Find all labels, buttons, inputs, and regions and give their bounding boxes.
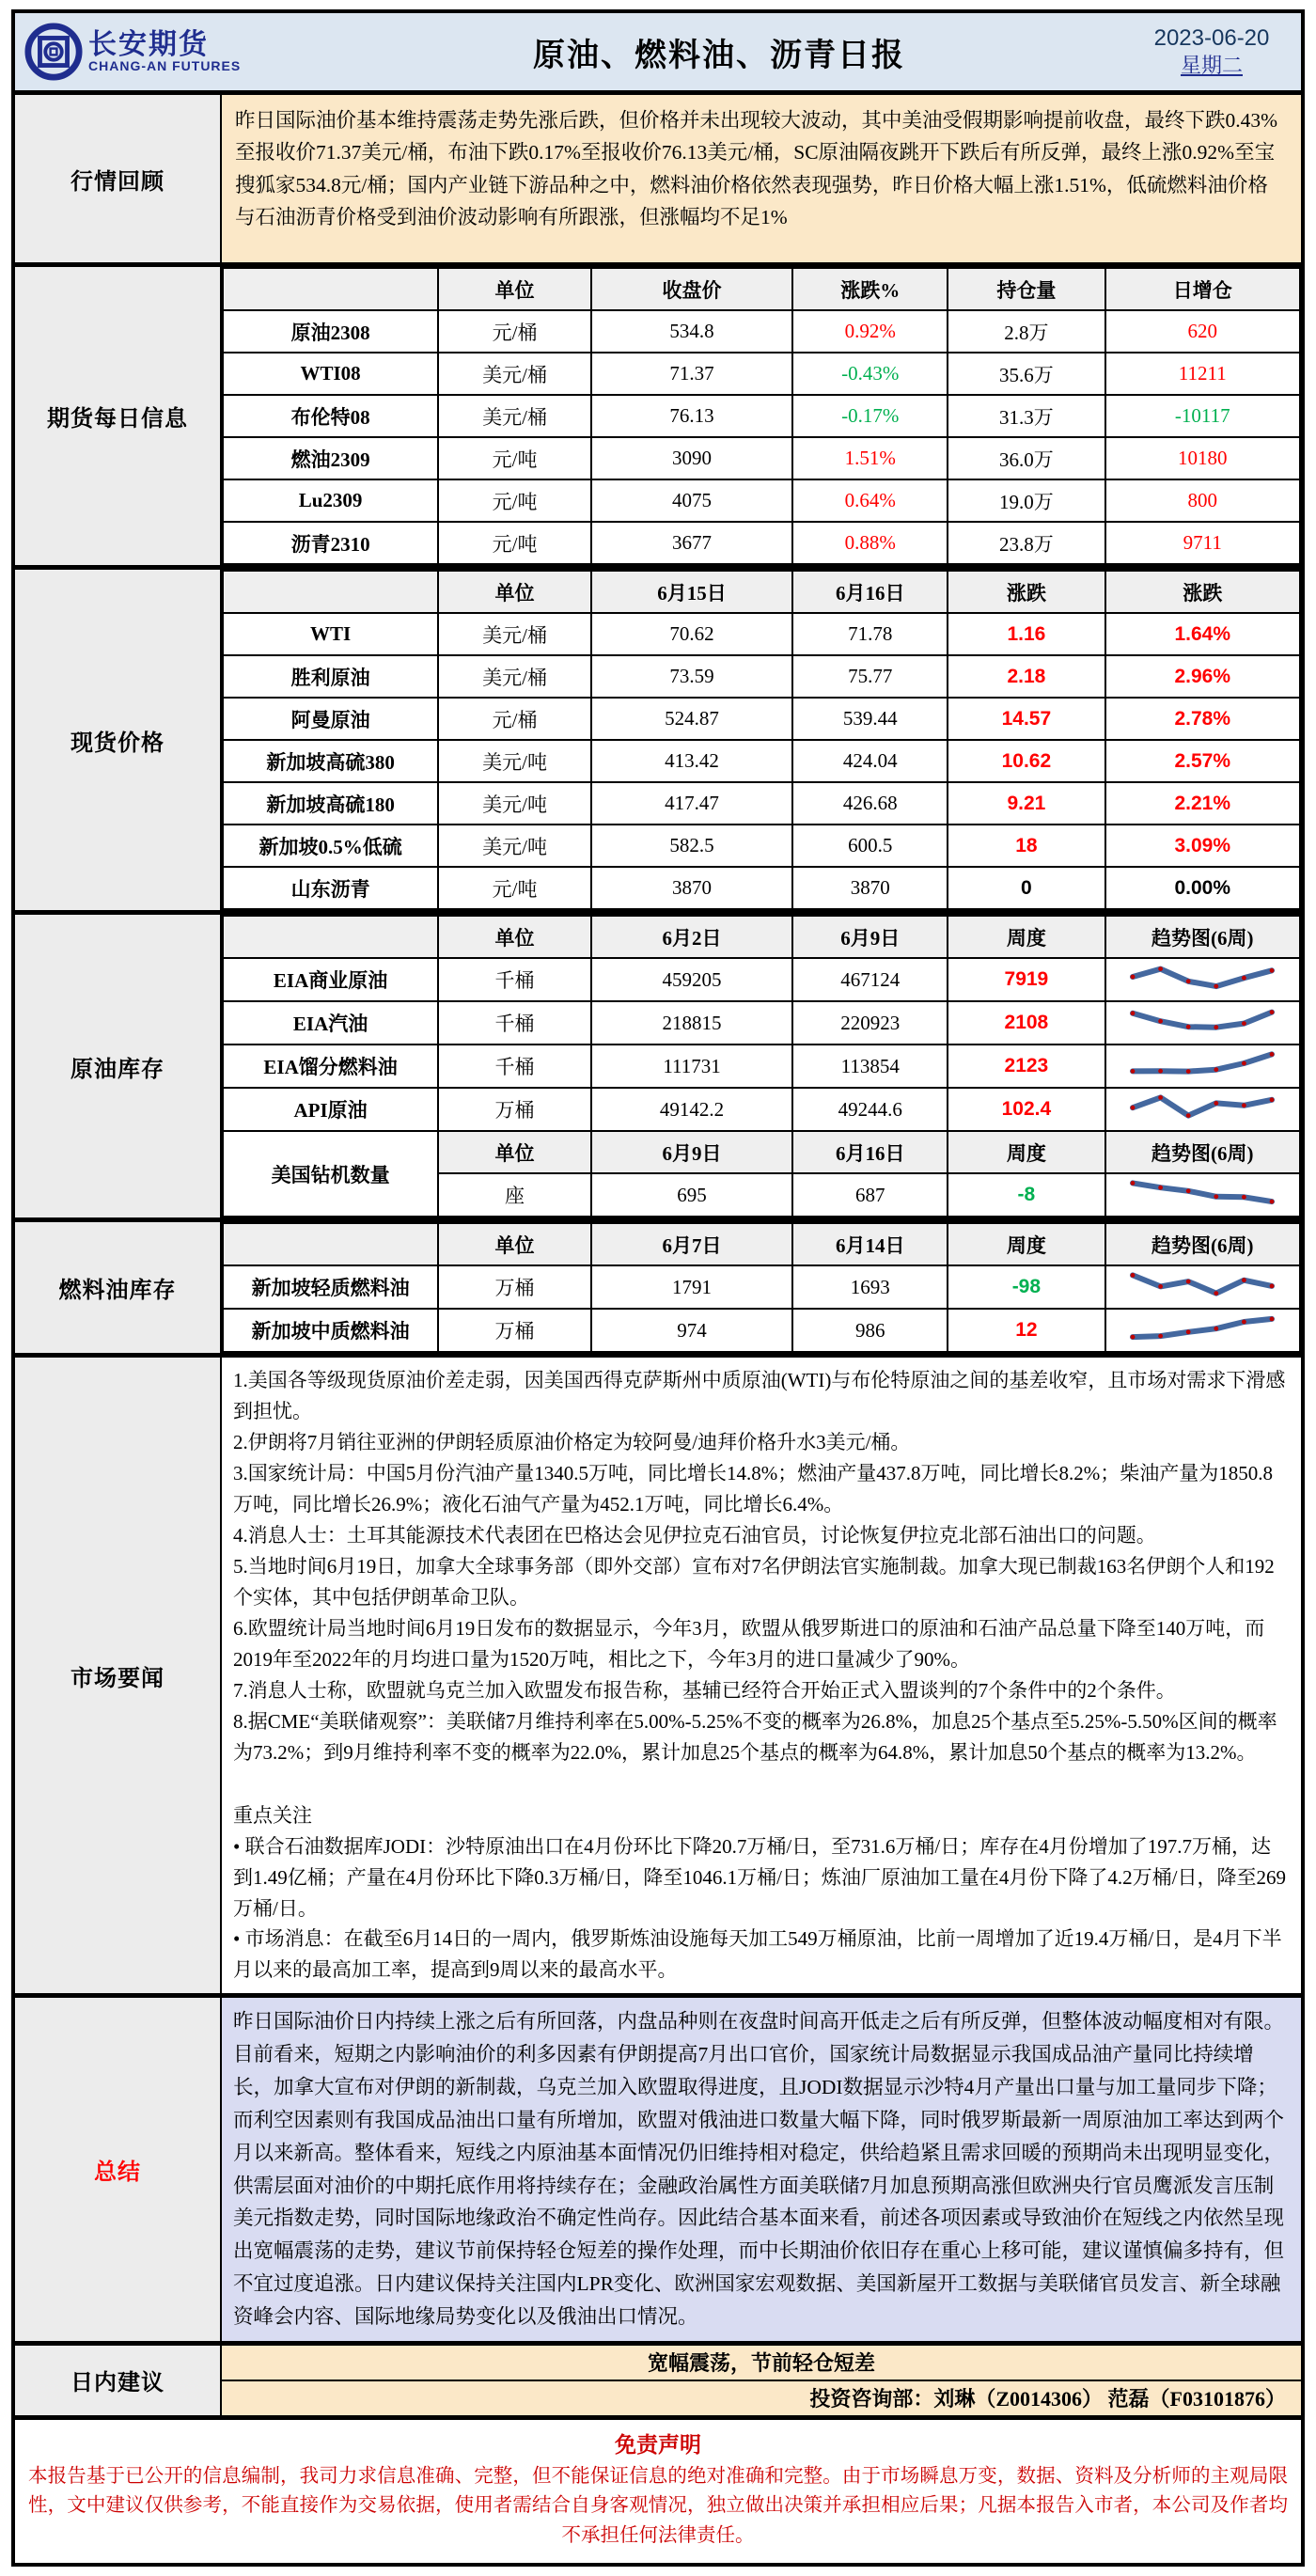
unit-cell: 元/桶	[438, 698, 591, 740]
change-pct-cell: 3.09%	[1105, 825, 1300, 867]
oi-change-cell: 800	[1105, 479, 1300, 522]
news-item: 2.伊朗将7月销往亚洲的伊朗轻质原油价格定为较阿曼/迪拜价格升水3美元/桶。	[233, 1430, 911, 1453]
header-cell: 周度	[948, 1223, 1104, 1265]
section-spot-prices	[15, 565, 1301, 910]
oi-cell: 19.0万	[948, 479, 1104, 522]
trend-chart-cell	[1105, 1265, 1300, 1309]
trend-sparkline	[1127, 1019, 1277, 1042]
change-cell: 9.21	[948, 782, 1104, 825]
fuel-inventory-table-wrap	[222, 1222, 1301, 1353]
header-cell: 趋势图(6周)	[1105, 916, 1300, 958]
section-summary	[15, 1993, 1301, 2340]
oi-change-cell: 11211	[1105, 353, 1300, 395]
oi-change-cell: 10180	[1105, 437, 1300, 479]
header-cell: 涨跌	[1105, 571, 1300, 613]
unit-cell: 元/吨	[438, 437, 591, 479]
contract-name: 沥青2310	[223, 522, 438, 564]
change-cell: 0	[948, 867, 1104, 909]
product-name: 新加坡高硫180	[223, 782, 438, 825]
trend-chart-cell	[1105, 1173, 1300, 1217]
section-label-crude-inv: 原油库存	[15, 915, 222, 1217]
section-label-futures: 期货每日信息	[15, 267, 222, 565]
table-row	[223, 613, 1300, 655]
oi-cell: 36.0万	[948, 437, 1104, 479]
unit-cell: 元/吨	[438, 479, 591, 522]
contract-name: 燃油2309	[223, 437, 438, 479]
change-pct-cell: 0.00%	[1105, 867, 1300, 909]
weekly-change-cell: 2123	[948, 1045, 1104, 1088]
spot-table	[222, 570, 1301, 910]
fuel-inventory-table	[222, 1222, 1301, 1353]
value-cell: 1791	[591, 1265, 792, 1309]
price-cell: 582.5	[591, 825, 792, 867]
report-header	[15, 13, 1301, 90]
price-cell: 75.77	[792, 655, 948, 698]
header-cell: 涨跌	[948, 571, 1104, 613]
value-cell: 459205	[591, 958, 792, 1001]
news-item: 8.据CME“美联储观察”：美联储7月维持利率在5.00%-5.25%不变的概率为26.8%，加息25个基点至5.25%-5.50%区间的概率为73.2%；到9月维持利率不变的概率为22.0%，累计加息25个基点的概率为64.8%，累计加息50个基点的概率为13.2%。	[233, 1709, 1277, 1764]
value-cell: 687	[792, 1173, 948, 1217]
disclaimer-title: 免责声明	[615, 2432, 701, 2457]
table-row	[223, 437, 1300, 479]
section-label-review: 行情回顾	[15, 95, 222, 262]
header-cell: 持仓量	[948, 268, 1104, 310]
header-cell: 单位	[438, 1223, 591, 1265]
crude-inventory-table-wrap	[222, 915, 1301, 1217]
price-cell: 600.5	[792, 825, 948, 867]
futures-header-row	[223, 268, 1300, 310]
price-cell: 426.68	[792, 782, 948, 825]
oi-cell: 2.8万	[948, 310, 1104, 353]
change-cell: 0.92%	[792, 310, 948, 353]
weekly-change-cell: -8	[948, 1173, 1104, 1217]
header-cell: 单位	[438, 1131, 591, 1173]
unit-cell: 美元/桶	[438, 395, 591, 437]
value-cell: 695	[591, 1173, 792, 1217]
unit-cell: 万桶	[438, 1088, 591, 1131]
unit-cell: 元/桶	[438, 310, 591, 353]
value-cell: 220923	[792, 1001, 948, 1045]
oi-cell: 35.6万	[948, 353, 1104, 395]
coin-logo-icon	[24, 23, 83, 81]
header-cell: 6月2日	[591, 916, 792, 958]
product-name: WTI	[223, 613, 438, 655]
contract-name: 原油2308	[223, 310, 438, 353]
trend-chart-cell	[1105, 1045, 1300, 1088]
section-futures-info	[15, 262, 1301, 565]
section-market-news	[15, 1353, 1301, 1993]
table-row	[223, 958, 1300, 1001]
contract-name: WTI08	[223, 353, 438, 395]
unit-cell: 千桶	[438, 1001, 591, 1045]
series-name: 新加坡中质燃料油	[223, 1309, 438, 1352]
header-cell: 日增仓	[1105, 268, 1300, 310]
change-cell: 14.57	[948, 698, 1104, 740]
disclaimer-text: 本报告基于已公开的信息编制，我司力求信息准确、完整，但不能保证信息的绝对准确和完整。由于市场瞬息万变，数据、资料及分析师的主观局限性，文中建议仅供参考，不能直接作为交易依据，使用者需结合自身客观情况，独立做出决策并承担相应后果；凡据本报告入市者，本公司及作者均不承担任何法律责任。	[28, 2465, 1288, 2547]
trend-chart-cell	[1105, 958, 1300, 1001]
series-name: API原油	[223, 1088, 438, 1131]
news-focus-item: • 联合石油数据库JODI：沙特原油出口在4月份环比下降20.7万桶/日，至731.6万桶/日；库存在4月份增加了197.7万桶，达到1.49亿桶；产量在4月份环比下降0.3万桶/日，降至1046.1万桶/日；炼油厂原油加工量在4月份下降了4.2万桶/日，降至269万桶/日。	[233, 1834, 1286, 1920]
daily-report	[11, 9, 1305, 2567]
table-row	[223, 522, 1300, 564]
close-cell: 3677	[591, 522, 792, 564]
unit-cell: 座	[438, 1173, 591, 1217]
table-row	[223, 1088, 1300, 1131]
summary-paragraph: 昨日国际油价日内持续上涨之后有所回落，内盘品种则在夜盘时间高开低走之后有所反弹，但整体波动幅度相对有限。目前看来，短期之内影响油价的利多因素有伊朗提高7月出口官价，国家统计局数据显示我国成品油产量同比持续增长，加拿大宣布对伊朗的新制裁，乌克兰加入欧盟取得进度，且JODI数据显示沙特4月产量出口量与加工量同步下降；而利空因素则有我国成品油出口量有所增加，欧盟对俄油进口数量大幅下降，同时俄罗斯最新一周原油加工率达到两个月以来新高。整体看来，短线之内原油基本面情况仍旧维持相对稳定，供给趋紧且需求回暖的预期尚未出现明显变化，供需层面对油价的中期托底作用将持续存在；金融政治属性方面美联储7月加息预期高涨但欧洲央行官员鹰派发言压制美元指数走势，同时国际地缘政治不确定性尚存。因此结合基本面来看，前述各项因素或导致油价在短线之内依然呈现出宽幅震荡的走势，建议节前保持轻仓短差的操作处理，而中长期油价依旧存在重心上移可能，建议谨慎偏多持有，但不宜过度追涨。日内建议保持关注国内LPR变化、欧洲国家宏观数据、美国新屋开工数据与美联储官员发言、新全球融资峰会内容、国际地缘局势变化以及俄油出口情况。	[222, 1998, 1301, 2340]
change-pct-cell: 1.64%	[1105, 613, 1300, 655]
news-spacer	[233, 1768, 1290, 1800]
series-name: 新加坡轻质燃料油	[223, 1265, 438, 1309]
value-cell: 111731	[591, 1045, 792, 1088]
product-name: 新加坡高硫380	[223, 740, 438, 782]
table-row	[223, 479, 1300, 522]
price-cell: 70.62	[591, 613, 792, 655]
price-cell: 73.59	[591, 655, 792, 698]
fuel-inv-header-row	[223, 1223, 1300, 1265]
series-name: 美国钻机数量	[223, 1131, 438, 1217]
change-cell: 2.18	[948, 655, 1104, 698]
trend-sparkline	[1127, 1106, 1277, 1128]
value-cell: 49142.2	[591, 1088, 792, 1131]
trend-sparkline	[1127, 1283, 1277, 1306]
report-weekday: 星期二	[1180, 54, 1243, 78]
table-row	[223, 740, 1300, 782]
value-cell: 1693	[792, 1265, 948, 1309]
trend-sparkline	[1127, 976, 1277, 998]
price-cell: 3870	[591, 867, 792, 909]
product-name: 胜利原油	[223, 655, 438, 698]
change-pct-cell: 2.57%	[1105, 740, 1300, 782]
news-item: 7.消息人士称，欧盟就乌克兰加入欧盟发布报告称，基辅已经符合开始正式入盟谈判的7个条件中的2个条件。	[233, 1678, 1176, 1702]
section-market-review	[15, 90, 1301, 262]
table-row	[223, 1045, 1300, 1088]
trend-chart-cell	[1105, 1001, 1300, 1045]
change-cell: -0.43%	[792, 353, 948, 395]
header-cell: 单位	[438, 916, 591, 958]
header-cell	[223, 571, 438, 613]
table-row	[223, 395, 1300, 437]
header-cell: 6月9日	[591, 1131, 792, 1173]
close-cell: 76.13	[591, 395, 792, 437]
header-cell: 单位	[438, 571, 591, 613]
value-cell: 974	[591, 1309, 792, 1352]
header-cell: 6月16日	[792, 571, 948, 613]
weekly-change-cell: -98	[948, 1265, 1104, 1309]
unit-cell: 元/吨	[438, 522, 591, 564]
trend-sparkline	[1127, 1191, 1277, 1214]
change-cell: 1.16	[948, 613, 1104, 655]
value-cell: 218815	[591, 1001, 792, 1045]
unit-cell: 美元/桶	[438, 655, 591, 698]
header-cell: 收盘价	[591, 268, 792, 310]
price-cell: 3870	[792, 867, 948, 909]
unit-cell: 美元/吨	[438, 825, 591, 867]
trend-chart-cell	[1105, 1309, 1300, 1352]
close-cell: 3090	[591, 437, 792, 479]
oi-cell: 23.8万	[948, 522, 1104, 564]
value-cell: 113854	[792, 1045, 948, 1088]
contract-name: 布伦特08	[223, 395, 438, 437]
crude-inventory-table	[222, 915, 1301, 1217]
oi-change-cell: 620	[1105, 310, 1300, 353]
price-cell: 424.04	[792, 740, 948, 782]
report-date: 2023-06-20	[1153, 25, 1270, 52]
news-item: 3.国家统计局：中国5月份汽油产量1340.5万吨，同比增长14.8%；燃油产量437.8万吨，同比增长8.2%；柴油产量为1850.8万吨，同比增长26.9%；液化石油气产量为452.1万吨，同比增长6.4%。	[233, 1461, 1273, 1516]
trend-chart-cell	[1105, 1088, 1300, 1131]
futures-table-wrap	[222, 267, 1301, 565]
review-paragraph: 昨日国际油价基本维持震荡走势先涨后跌，但价格并未出现较大波动，其中美油受假期影响提前收盘，最终下跌0.43%至报收价71.37美元/桶，布油下跌0.17%至报收价76.13美元/桶，SC原油隔夜跳开下跌后有所反弹，最终上涨0.92%至宝搜狐家534.8元/桶；国内产业链下游品种之中，燃料油价格依然表现强势，昨日价格大幅上涨1.51%，低硫燃料油价格与石油沥青价格受到油价波动影响有所跟涨，但涨幅均不足1%	[222, 95, 1301, 262]
unit-cell: 美元/吨	[438, 740, 591, 782]
news-item: 4.消息人士：土耳其能源技术代表团在巴格达会见伊拉克石油官员，讨论恢复伊拉克北部石油出口的问题。	[233, 1523, 1156, 1547]
news-item: 5.当地时间6月19日，加拿大全球事务部（即外交部）宣布对7名伊朗法官实施制裁。加拿大现已制裁163名伊朗个人和192个实体，其中包括伊朗革命卫队。	[233, 1554, 1275, 1609]
table-row	[223, 1265, 1300, 1309]
table-row	[223, 782, 1300, 825]
unit-cell: 千桶	[438, 958, 591, 1001]
header-cell	[223, 916, 438, 958]
close-cell: 4075	[591, 479, 792, 522]
company-name-en: CHANG-AN FUTURES	[88, 58, 242, 74]
section-disclaimer	[15, 2415, 1301, 2563]
weekly-change-cell: 102.4	[948, 1088, 1104, 1131]
trend-sparkline	[1127, 1062, 1277, 1085]
unit-cell: 美元/桶	[438, 353, 591, 395]
change-cell: 18	[948, 825, 1104, 867]
company-logo	[24, 23, 306, 81]
news-item: 1.美国各等级现货原油价差走弱，因美国西得克萨斯州中质原油(WTI)与布伦特原油之间的基差收窄，且市场对需求下滑感到担忧。	[233, 1369, 1286, 1422]
spot-header-row	[223, 571, 1300, 613]
weekly-change-cell: 7919	[948, 958, 1104, 1001]
oi-cell: 31.3万	[948, 395, 1104, 437]
report-date-block	[1132, 24, 1292, 79]
oi-change-cell: -10117	[1105, 395, 1300, 437]
product-name: 山东沥青	[223, 867, 438, 909]
header-cell: 单位	[438, 268, 591, 310]
header-cell: 6月9日	[792, 916, 948, 958]
advice-content	[222, 2346, 1301, 2415]
unit-cell: 万桶	[438, 1309, 591, 1352]
section-label-spot: 现货价格	[15, 570, 222, 910]
header-cell: 涨跌%	[792, 268, 948, 310]
spot-table-wrap	[222, 570, 1301, 910]
unit-cell: 元/吨	[438, 867, 591, 909]
advisor-credentials: 投资咨询部：刘琳（Z0014306） 范磊（F03101876）	[222, 2381, 1301, 2415]
table-row	[223, 353, 1300, 395]
header-cell	[223, 1223, 438, 1265]
section-label-advice: 日内建议	[15, 2346, 222, 2415]
table-row	[223, 825, 1300, 867]
weekly-change-cell: 12	[948, 1309, 1104, 1352]
unit-cell: 万桶	[438, 1265, 591, 1309]
crude-inv-header-row	[223, 916, 1300, 958]
section-fuel-inventory	[15, 1217, 1301, 1353]
change-cell: 10.62	[948, 740, 1104, 782]
header-cell: 6月7日	[591, 1223, 792, 1265]
company-name	[88, 30, 241, 73]
product-name: 新加坡0.5%低硫	[223, 825, 438, 867]
news-item: 6.欧盟统计局当地时间6月19日发布的数据显示，今年3月，欧盟从俄罗斯进口的原油和石油产品总量下降至140万吨，而2019年至2022年的月均进口量为1520万吨，相比之下，今年3月的进口量减少了90%。	[233, 1616, 1265, 1671]
section-crude-inventory	[15, 910, 1301, 1217]
trend-sparkline	[1127, 1327, 1277, 1349]
news-focus-title: 重点关注	[233, 1803, 312, 1827]
change-pct-cell: 2.78%	[1105, 698, 1300, 740]
price-cell: 417.47	[591, 782, 792, 825]
series-name: EIA汽油	[223, 1001, 438, 1045]
header-cell	[223, 268, 438, 310]
product-name: 阿曼原油	[223, 698, 438, 740]
series-name: EIA商业原油	[223, 958, 438, 1001]
value-cell: 467124	[792, 958, 948, 1001]
report-title: 原油、燃料油、沥青日报	[533, 38, 905, 73]
news-content	[222, 1358, 1301, 1993]
price-cell: 413.42	[591, 740, 792, 782]
close-cell: 534.8	[591, 310, 792, 353]
header-cell: 6月16日	[792, 1131, 948, 1173]
section-label-fuel-inv: 燃料油库存	[15, 1222, 222, 1353]
table-row	[223, 698, 1300, 740]
change-pct-cell: 2.96%	[1105, 655, 1300, 698]
value-cell: 986	[792, 1309, 948, 1352]
weekly-change-cell: 2108	[948, 1001, 1104, 1045]
change-cell: 1.51%	[792, 437, 948, 479]
series-name: EIA馏分燃料油	[223, 1045, 438, 1088]
table-row	[223, 655, 1300, 698]
close-cell: 71.37	[591, 353, 792, 395]
header-cell: 趋势图(6周)	[1105, 1223, 1300, 1265]
futures-table	[222, 267, 1301, 565]
header-cell: 周度	[948, 916, 1104, 958]
price-cell: 71.78	[792, 613, 948, 655]
header-cell: 6月15日	[591, 571, 792, 613]
news-focus-item: • 市场消息：在截至6月14日的一周内，俄罗斯炼油设施每天加工549万桶原油，比前一周增加了近19.4万桶/日，是4月下半月以来的最高加工率，提高到9周以来的最高水平。	[233, 1927, 1282, 1982]
table-row	[223, 310, 1300, 353]
company-name-cn: 长安期货	[88, 28, 209, 60]
change-cell: 0.88%	[792, 522, 948, 564]
table-row	[223, 867, 1300, 909]
unit-cell: 美元/吨	[438, 782, 591, 825]
change-cell: -0.17%	[792, 395, 948, 437]
header-cell: 趋势图(6周)	[1105, 1131, 1300, 1173]
change-pct-cell: 2.21%	[1105, 782, 1300, 825]
section-label-summary: 总结	[15, 1998, 222, 2340]
header-cell: 周度	[948, 1131, 1104, 1173]
value-cell: 49244.6	[792, 1088, 948, 1131]
rig-subheader-row	[223, 1131, 1300, 1173]
table-row	[223, 1309, 1300, 1352]
price-cell: 524.87	[591, 698, 792, 740]
header-cell: 6月14日	[792, 1223, 948, 1265]
table-row	[223, 1001, 1300, 1045]
section-label-news: 市场要闻	[15, 1358, 222, 1993]
contract-name: Lu2309	[223, 479, 438, 522]
change-cell: 0.64%	[792, 479, 948, 522]
oi-change-cell: 9711	[1105, 522, 1300, 564]
unit-cell: 千桶	[438, 1045, 591, 1088]
price-cell: 539.44	[792, 698, 948, 740]
section-intraday-advice	[15, 2341, 1301, 2415]
advice-text: 宽幅震荡，节前轻仓短差	[222, 2346, 1301, 2381]
unit-cell: 美元/桶	[438, 613, 591, 655]
